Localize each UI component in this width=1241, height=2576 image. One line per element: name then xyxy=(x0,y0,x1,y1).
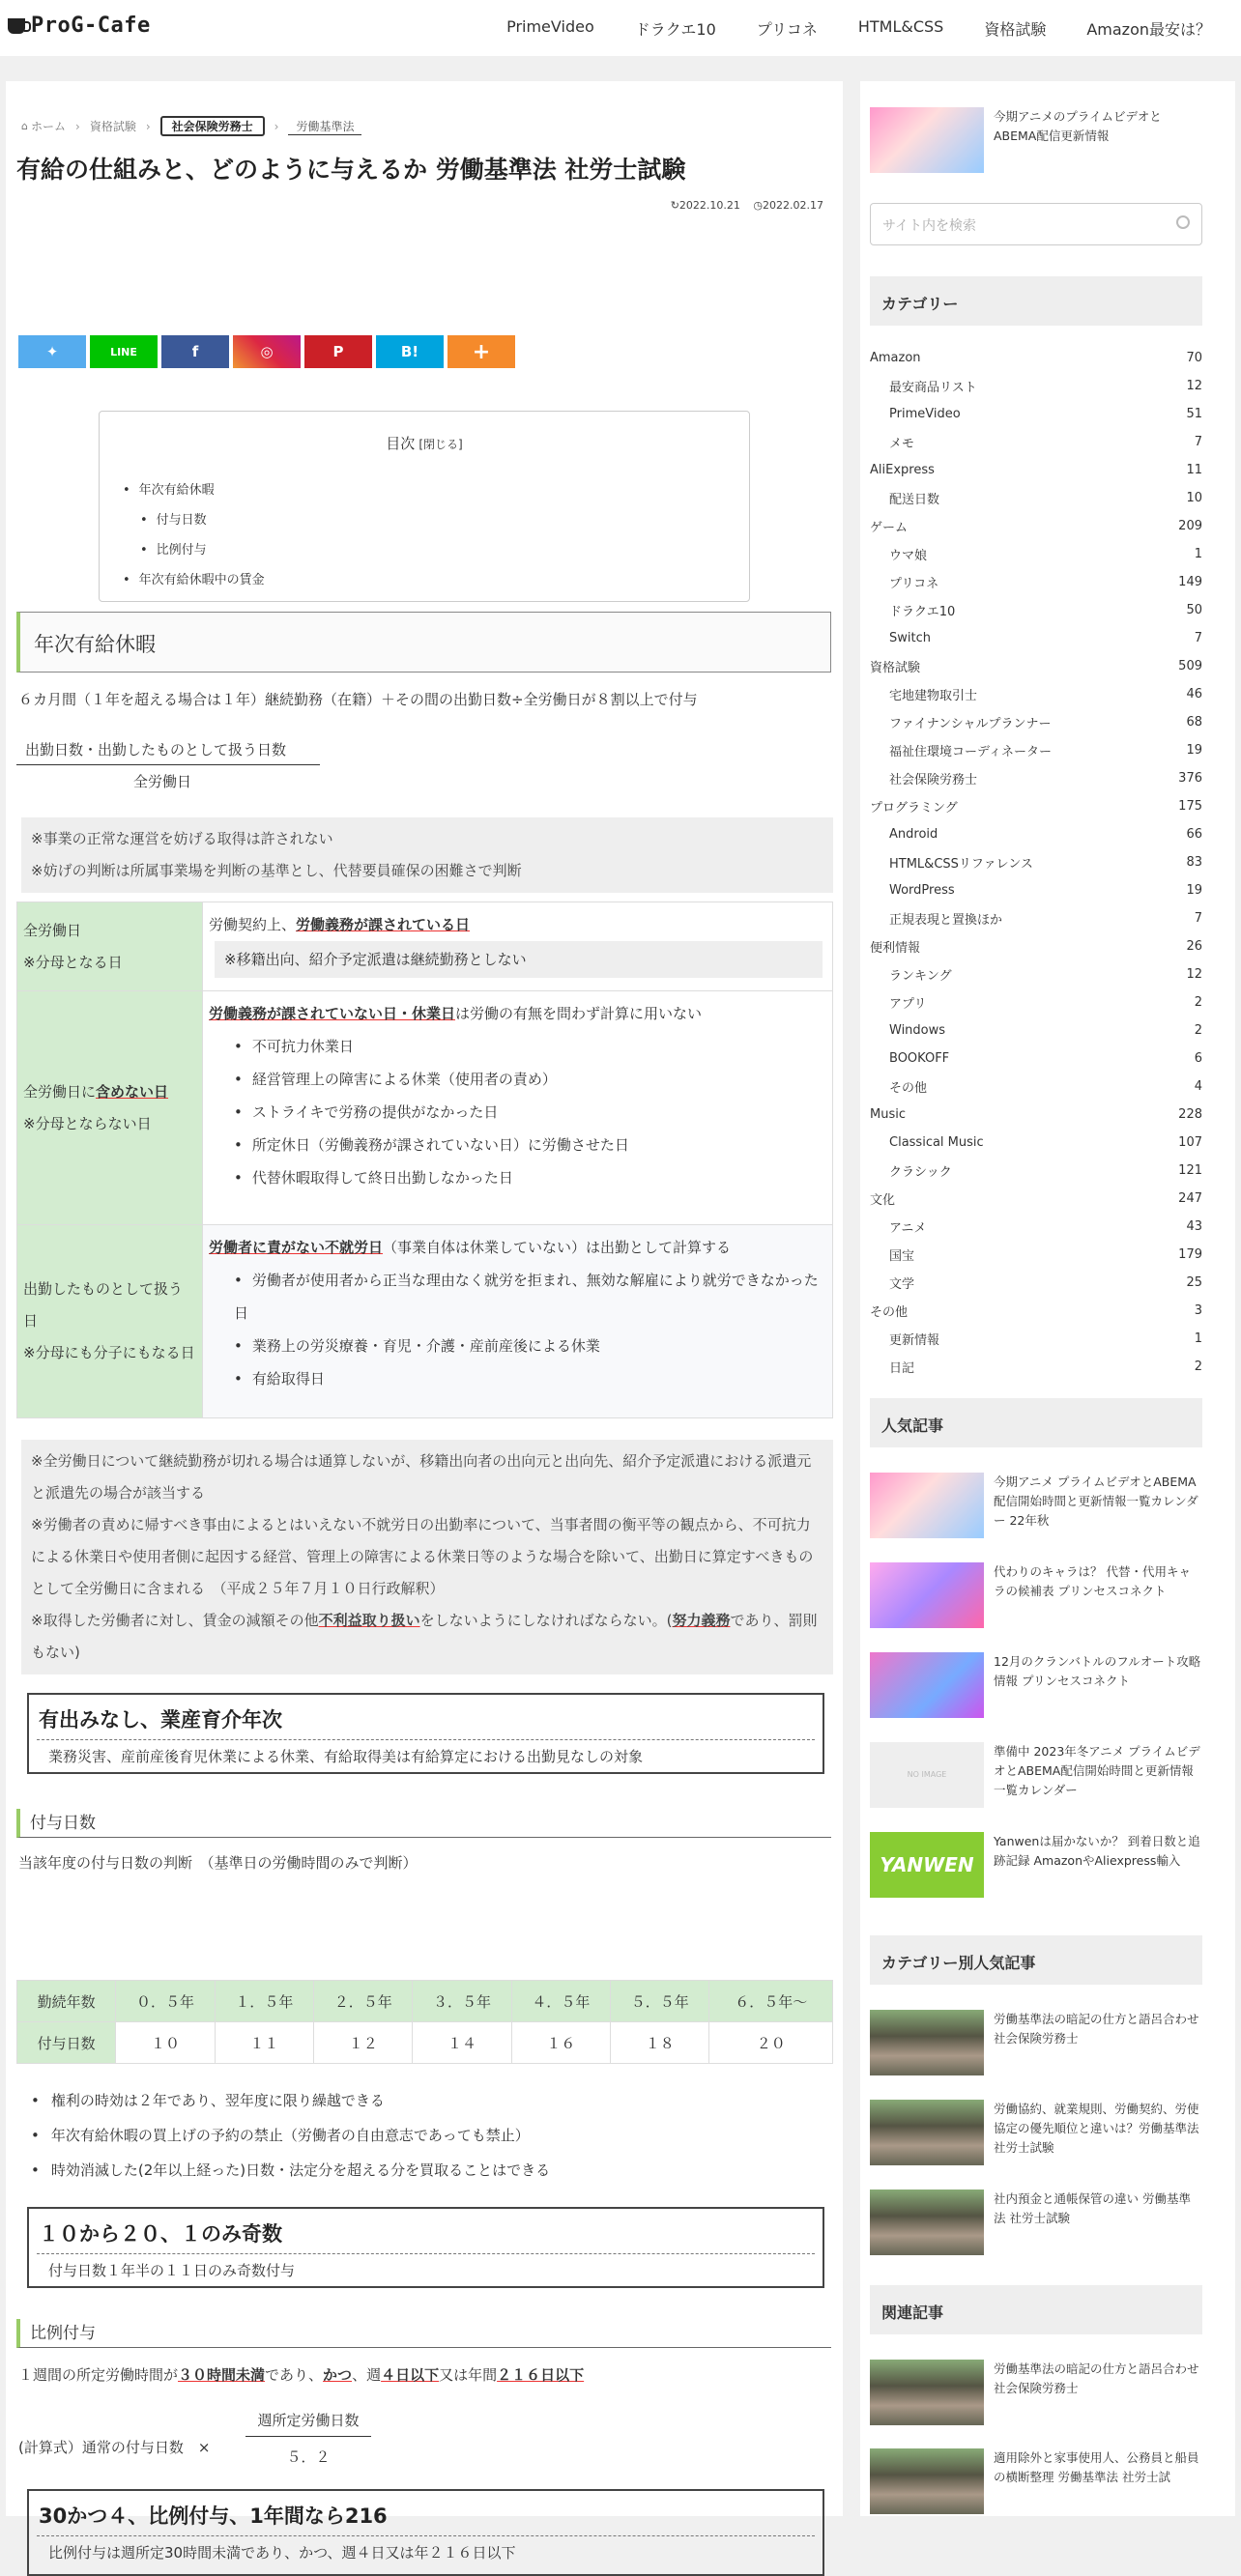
category-item[interactable]: プログラミング 175 xyxy=(870,799,1202,816)
twitter-icon: ✦ xyxy=(45,343,59,360)
post-thumbnail: NO IMAGE xyxy=(870,1742,984,1808)
section-heading: 付与日数 xyxy=(16,1809,831,1838)
breadcrumb-sharoushi[interactable]: 社会保険労務士 xyxy=(160,116,265,136)
top-post[interactable]: 今期アニメのプライムビデオとABEMA配信更新情報 xyxy=(870,107,1202,173)
pinterest-share-button[interactable]: P xyxy=(304,335,372,368)
list-item: • 業務上の労災療養・育児・介護・産前産後による休業 xyxy=(234,1330,826,1362)
summary-box: 30かつ４、比例付与、1年間なら216 比例付与は週所定30時間未満であり、かつ、週４日又は年２１６日以下 xyxy=(27,2489,824,2576)
post-thumbnail xyxy=(870,2360,984,2425)
category-item[interactable]: Music 228 xyxy=(870,1107,1202,1122)
post-thumbnail xyxy=(870,2010,984,2075)
category-item[interactable]: ランキング 12 xyxy=(889,967,1202,984)
category-item[interactable]: Classical Music 107 xyxy=(889,1135,1202,1150)
post-thumbnail xyxy=(870,1652,984,1718)
list-item: • 権利の時効は２年であり、翌年度に限り繰越できる xyxy=(31,2083,550,2118)
category-popular-post[interactable]: 社内預金と通帳保管の違い 労働基準法 社労士試験 xyxy=(870,2190,1202,2255)
category-popular-post[interactable]: 労働基準法の暗記の仕方と語呂合わせ 社会保険労務士 xyxy=(870,2010,1202,2075)
section-heading: 年次有給休暇 xyxy=(16,612,831,673)
popular-post[interactable]: YANWEN Yanwenは届かないか？ 到着日数と追跡記録 AmazonやAliexpress輸入 xyxy=(870,1832,1202,1898)
share-buttons xyxy=(18,335,515,368)
breadcrumb-labor-law[interactable]: 労働基準法 xyxy=(288,118,361,135)
chevron-right-icon: › xyxy=(145,119,151,133)
table-row: 勤続年数 ０．５年 １．５年 ２．５年 ３．５年 ４．５年 ５．５年 ６．５年～ xyxy=(17,1981,833,2022)
global-nav xyxy=(486,17,1231,40)
fraction-numerator: 出勤日数・出勤したものとして扱う日数 xyxy=(16,739,320,765)
post-thumbnail xyxy=(870,2100,984,2165)
category-item[interactable]: クラシック 121 xyxy=(889,1163,1202,1180)
post-thumbnail xyxy=(870,107,984,173)
paragraph: １週間の所定労働時間が３０時間未満であり、かつ、週４日以下又は年間２１６日以下 xyxy=(18,2366,585,2384)
more-share-button[interactable]: + xyxy=(447,335,515,368)
category-item[interactable]: 便利情報 26 xyxy=(870,939,1202,956)
category-item[interactable]: 国宝 179 xyxy=(889,1247,1202,1264)
category-item[interactable]: ファイナンシャルプランナー 68 xyxy=(889,715,1202,731)
category-item[interactable]: 福祉住環境コーディネーター 19 xyxy=(889,743,1202,759)
note-box: ※事業の正常な運営を妨げる取得は許されない ※妨げの判断は所属事業場を判断の基準とし、代替要員確保の困難さで判断 xyxy=(21,817,833,893)
nav-primevideo[interactable]: PrimeVideo xyxy=(506,17,594,36)
toc-item[interactable]: • 年次有給休暇中の賃金 xyxy=(123,565,265,595)
category-item[interactable]: その他 3 xyxy=(870,1303,1202,1320)
search-input[interactable]: サイト内を検索 xyxy=(870,203,1202,245)
site-logo[interactable]: ProG-Cafe xyxy=(8,14,151,38)
related-post[interactable]: 労働基準法の暗記の仕方と語呂合わせ 社会保険労務士 xyxy=(870,2360,1202,2425)
category-item[interactable]: プリコネ 149 xyxy=(889,575,1202,591)
post-thumbnail xyxy=(870,1562,984,1628)
category-item[interactable]: 配送日数 10 xyxy=(889,491,1202,507)
instagram-share-button[interactable] xyxy=(233,335,301,368)
popular-post[interactable]: 今期アニメ プライムビデオとABEMA配信開始時間と更新情報一覧カレンダー 22年秋 xyxy=(870,1473,1202,1538)
table-row: 全労働日 ※分母となる日 労働契約上、労働義務が課されている日 ※移籍出向、紹介予定派遣は継続勤務としない xyxy=(17,902,833,991)
nav-priconne[interactable]: プリコネ xyxy=(756,20,818,39)
table-of-contents xyxy=(99,411,750,602)
category-item[interactable]: WordPress 19 xyxy=(889,883,1202,898)
category-item[interactable]: Android 66 xyxy=(889,827,1202,842)
category-item[interactable]: アプリ 2 xyxy=(889,995,1202,1012)
category-item[interactable]: ドラクエ10 50 xyxy=(889,603,1202,619)
category-item[interactable]: 更新情報 1 xyxy=(889,1331,1202,1348)
table-row: 出勤したものとして扱う日 ※分母にも分子にもなる日 労働者に責がない不就労日（事業自体は休業していない）は出勤として計算する • 労働者が使用者から正当な理由なく就労を拒まれ、無効な解雇により就労できなかった日 • 業務上の労災療養・育児・介護・産前産後による休業 • 有給取得日 xyxy=(17,1225,833,1418)
toc-toggle[interactable]: [閉じる] xyxy=(418,438,463,451)
update-icon: ↻ xyxy=(670,199,679,212)
category-item[interactable]: PrimeVideo 51 xyxy=(889,407,1202,421)
category-item[interactable]: 文学 25 xyxy=(889,1275,1202,1292)
coffee-cup-icon xyxy=(8,18,25,34)
category-item[interactable]: その他 4 xyxy=(889,1079,1202,1096)
toc-title: 目次 xyxy=(386,435,416,452)
list-item: • 代替休暇取得して終日出勤しなかった日 xyxy=(234,1161,826,1194)
note-box: ※全労働日について継続勤務が切れる場合は通算しないが、移籍出向者の出向元と出向先、紹介予定派遣における派遣元と派遣先の場合が該当する ※労働者の責めに帰すべき事由によるとはいえない不就労日の出勤率について、当事者間の衡平等の観点から、不可抗力による休業日や使用者側に起因する経営、管理上の障害による休業日等のような場合を除いて、出勤日に算定すべきものとして全労働日に含まれる （平成２５年７月１０日行政解釈） ※取得した労働者に対し、賃金の減額その他不利益取り扱いをしないようにしなければならない。(努力義務であり、罰則もない) xyxy=(21,1440,833,1674)
toc-item[interactable]: • 年次有給休暇 xyxy=(123,475,265,505)
home-icon: ⌂ xyxy=(21,120,28,132)
related-post[interactable]: 適用除外と家事使用人、公務員と船員の横断整理 労働基準法 社労士試 xyxy=(870,2448,1202,2514)
line-share-button[interactable]: LINE xyxy=(90,335,158,368)
sidebar xyxy=(860,81,1235,2516)
category-item[interactable]: AliExpress 11 xyxy=(870,463,1202,477)
nav-dq10[interactable]: ドラクエ10 xyxy=(634,20,716,39)
summary-box: １０から２０、１のみ奇数 付与日数１年半の１１日のみ奇数付与 xyxy=(27,2207,824,2288)
popular-post[interactable]: 代わりのキャラは？ 代替・代用キャラの候補表 プリンセスコネクト xyxy=(870,1562,1202,1628)
fraction-denominator: 全労働日 xyxy=(133,773,192,790)
popular-post[interactable]: NO IMAGE 準備中 2023年冬アニメ プライムビデオとABEMA配信開始時間と更新情報一覧カレンダー xyxy=(870,1742,1202,1808)
main-content: ⌂ ホーム › 資格試験 › 社会保険労務士 › 労働基準法 有給の仕組みと、どのように与えるか 労働基準法 社労士試験 ↻2022.10.21 ◷2022.02.17 ✦ LINE f ◎ P B! + 目次 [閉じる] • 年次有給休暇 • 付与日数 • 比例付与 • 年次有給休暇中の賃金 年次有給休暇 ６カ月間（１年を超える場合は１年）継続勤務（在籍）＋その間の出勤日数÷全労働日が８割以上で付与 出勤日数・出勤したものとして扱う日数 全労働日 ※事業の正常な運営を妨げる取得は許されない ※妨げの判断は所属事業場を判断の基準とし、代替要員確保の困難さで判断 全労働日 ※分母となる日 労働契約上、労働義務が課されている日 ※移籍出向、紹介予定派遣は継続勤務としない 全労働日に含めない日 ※分母とならない日 労働義務が課されていない日・休業日は労働の有無を問わず計算に用いない • 不可抗力休業日 • 経営管理上の障害による休業（使用者の責め） • ストライキで労務の提供がなかった日 • 所定休日（労働義務が課されていない日）に労働させた日 • 代替休暇取得して終日出勤しなかった日 出勤したものとして扱う日 ※分母にも分子にもなる日 労働者に責がない不就労日（事業自体は休業していない）は出勤として計算する • 労働者が使用者から正当な理由なく就労を拒まれ、無効な解雇により就労できなかった日 • 業務上の労災療養・育児・介護・産前産後による休業 • 有給取得日 ※全労働日について継続勤務が切れる場合は通算しないが、移籍出向者の出向元と出向先、紹介予定派遣における派遣元と派遣先の場合が該当する ※労働者の責めに帰すべき事由によるとはいえない不就労日の出勤率について、当事者間の衡平等の観点から、不可抗力による休業日や使用者側に起因する経営、管理上の障害による休業日等のような場合を除いて、出勤日に算定すべきものとして全労働日に含まれる （平成２５年７月１０日行政解釈） ※取得した労働者に対し、賃金の減額その他不利益取り扱いをしないようにしなければならない。(努力義務であり、罰則もない) 有出みなし、業産育介年次 業務災害、産前産後育児休業による休業、有給取得美は有給算定における出勤見なしの対象 付与日数 当該年度の付与日数の判断 （基準日の労働時間のみで判断） 勤続年数 ０．５年 １．５年 ２．５年 ３．５年 ４．５年 ５．５年 ６．５年～ 付与日数 １０ １１ １２ １４ １６ １８ ２０ • 権利の時効は２年であり、翌年度に限り繰越できる • 年次有給休暇の買上げの予約の禁止（労働者の自由意志であっても禁止） • 時効消滅した(2年以上経った)日数・法定分を超える分を買取ることはできる １０から２０、１のみ奇数 付与日数１年半の１１日のみ奇数付与 比例付与 １週間の所定労働時間が３０時間未満であり、かつ、週４日以下又は年間２１６日以下 (計算式）通常の付与日数 × 週所定労働日数 ５．２ 30かつ４、比例付与、1年間なら216 比例付与は週所定30時間未満であり、かつ、週４日又は年２１６日以下 xyxy=(6,81,843,2516)
widget-title: カテゴリー xyxy=(870,276,1202,326)
working-days-table xyxy=(16,902,833,1418)
list-item: • 所定休日（労働義務が課されていない日）に労働させた日 xyxy=(234,1129,826,1161)
category-item[interactable]: 社会保険労務士 376 xyxy=(889,771,1202,787)
paragraph: 当該年度の付与日数の判断 （基準日の労働時間のみで判断） xyxy=(18,1854,418,1872)
breadcrumb-home[interactable]: ホーム xyxy=(30,120,66,133)
post-thumbnail xyxy=(870,2448,984,2514)
category-item[interactable]: Windows 2 xyxy=(889,1023,1202,1038)
post-thumbnail xyxy=(870,1473,984,1538)
category-item[interactable]: ゲーム 209 xyxy=(870,519,1202,535)
widget-title: 人気記事 xyxy=(870,1398,1202,1447)
category-item[interactable]: ウマ娘 1 xyxy=(889,547,1202,563)
nav-exams[interactable]: 資格試験 xyxy=(984,20,1047,39)
widget-title: 関連記事 xyxy=(870,2285,1202,2334)
category-item[interactable]: Amazon 70 xyxy=(870,351,1202,365)
category-item[interactable]: 正規表現と置換ほか 7 xyxy=(889,911,1202,928)
clock-icon: ◷ xyxy=(753,199,764,212)
toc-item[interactable]: • 比例付与 xyxy=(123,535,265,565)
intro-text: ６カ月間（１年を超える場合は１年）継続勤務（在籍）＋その間の出勤日数÷全労働日が８割以上で付与 xyxy=(18,691,698,708)
chevron-right-icon: › xyxy=(75,119,80,133)
post-thumbnail xyxy=(870,2190,984,2255)
bullet-list xyxy=(31,2083,550,2188)
category-item[interactable]: 文化 247 xyxy=(870,1191,1202,1208)
list-item: • 経営管理上の障害による休業（使用者の責め） xyxy=(234,1063,826,1096)
category-item[interactable]: Switch 7 xyxy=(889,631,1202,645)
section-heading: 比例付与 xyxy=(16,2319,831,2348)
category-item[interactable]: 最安商品リスト 12 xyxy=(889,379,1202,395)
facebook-share-button[interactable]: f xyxy=(161,335,229,368)
list-item: • 不可抗力休業日 xyxy=(234,1030,826,1063)
category-list xyxy=(870,344,1202,1381)
site-header xyxy=(0,0,1241,56)
nav-amazon[interactable]: Amazon最安は？ xyxy=(1086,20,1211,39)
category-item[interactable]: HTML&CSSリファレンス 83 xyxy=(889,855,1202,872)
list-item: • 有給取得日 xyxy=(234,1362,826,1395)
category-item[interactable]: メモ 7 xyxy=(889,435,1202,451)
category-item[interactable]: 宅地建物取引士 46 xyxy=(889,687,1202,703)
category-popular-post[interactable]: 労働協約、就業規則、労働契約、労使協定の優先順位と違いは？労働基準法 社労士試験 xyxy=(870,2100,1202,2165)
instagram-icon: ◎ xyxy=(260,343,274,360)
list-item: • ストライキで労務の提供がなかった日 xyxy=(234,1096,826,1129)
popular-post[interactable]: 12月のクランバトルのフルオート攻略情報 プリンセスコネクト xyxy=(870,1652,1202,1718)
widget-title: カテゴリー別人気記事 xyxy=(870,1935,1202,1985)
page-title: 有給の仕組みと、どのように与えるか 労働基準法 社労士試験 xyxy=(16,156,686,184)
summary-box: 有出みなし、業産育介年次 業務災害、産前産後育児休業による休業、有給取得美は有給算定における出勤見なしの対象 xyxy=(27,1693,824,1774)
twitter-share-button[interactable] xyxy=(18,335,86,368)
category-item[interactable]: 日記 2 xyxy=(889,1360,1202,1376)
breadcrumb xyxy=(21,116,361,136)
list-item: • 時効消滅した(2年以上経った)日数・法定分を超える分を買取ることはできる xyxy=(31,2153,550,2188)
grant-days-table xyxy=(16,1980,833,2064)
hatena-share-button[interactable]: B! xyxy=(376,335,444,368)
table-row: 全労働日に含めない日 ※分母とならない日 労働義務が課されていない日・休業日は労働の有無を問わず計算に用いない • 不可抗力休業日 • 経営管理上の障害による休業（使用者の責め） • ストライキで労務の提供がなかった日 • 所定休日（労働義務が課されていない日）に労働させた日 • 代替休暇取得して終日出勤しなかった日 xyxy=(17,991,833,1225)
category-item[interactable]: BOOKOFF 6 xyxy=(889,1051,1202,1066)
category-item[interactable]: 資格試験 509 xyxy=(870,659,1202,675)
search-icon[interactable] xyxy=(1176,215,1190,229)
table-row: 付与日数 １０ １１ １２ １４ １６ １８ ２０ xyxy=(17,2022,833,2064)
chevron-right-icon: › xyxy=(274,119,279,133)
breadcrumb-exams[interactable]: 資格試験 xyxy=(89,120,136,133)
list-item: • 年次有給休暇の買上げの予約の禁止（労働者の自由意志であっても禁止） xyxy=(31,2118,550,2153)
toc-item[interactable]: • 付与日数 xyxy=(123,505,265,535)
category-item[interactable]: アニメ 43 xyxy=(889,1219,1202,1236)
nav-htmlcss[interactable]: HTML&CSS xyxy=(857,17,944,36)
post-thumbnail: YANWEN xyxy=(870,1832,984,1898)
post-dates: ↻2022.10.21 ◷2022.02.17 xyxy=(670,199,823,212)
list-item: • 労働者が使用者から正当な理由なく就労を拒まれ、無効な解雇により就労できなかった日 xyxy=(234,1264,826,1330)
